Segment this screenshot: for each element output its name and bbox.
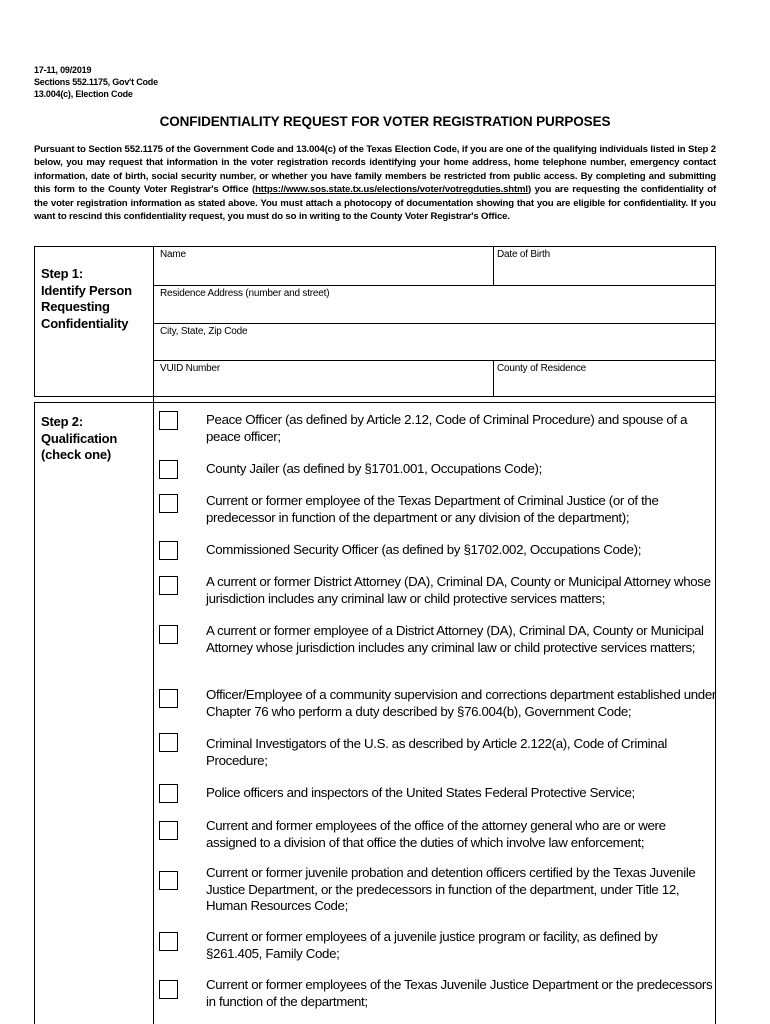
address-field[interactable]: Residence Address (number and street) (160, 288, 330, 299)
intro-text-1: Pursuant to Section 552.1175 of the Government Code and 13.004(c) of the Texas Election Code, if you are one of the qualifying individuals listed in Step 2 below, you may request that information in the voter registration records identifying your home address, home telephone number, emergency contact information, date of birth, social security number, or whether you have family members be restricted from public access. By completing and submitting this form to the County Voter Registrar's Office ( (34, 144, 716, 196)
step2-desc-2: (check one) (41, 447, 112, 462)
step1-label (41, 266, 151, 332)
step1-desc-3: Confidentiality (41, 315, 129, 331)
checkbox-criminal-investigators[interactable] (159, 733, 178, 752)
option-attorney-general-employees: Current and former employees of the office of the attorney general who are or were assigned to a division of that office the duties of which involve law enforcement; (206, 818, 666, 850)
table-bottom-border (34, 396, 716, 397)
step1-desc-2: Requesting (41, 299, 110, 314)
intro-paragraph (34, 143, 716, 223)
checkbox-attorney-general-employees[interactable] (159, 821, 178, 840)
step2-desc-1: Qualification (41, 430, 118, 446)
gov-code-reference: Sections 552.1175, Gov't Code (34, 77, 158, 87)
form-number: 17-11, 09/2019 (34, 65, 92, 75)
checkbox-tjjd-employees[interactable] (159, 980, 178, 999)
option-da-employee: A current or former employee of a District Attorney (DA), Criminal DA, County or Municipal Attorney whose jurisdiction includes any criminal law or child protective services matters; (206, 623, 704, 655)
option-juvenile-justice-program: Current or former employees of a juvenile justice program or facility, as defined by §261.405, Family Code; (206, 929, 658, 961)
checkbox-da-employee[interactable] (159, 625, 178, 644)
election-code-reference: 13.004(c), Election Code (34, 89, 133, 99)
step2-title: Step 2: (41, 414, 83, 429)
checkbox-federal-protective-service[interactable] (159, 784, 178, 803)
checkbox-juvenile-justice-program[interactable] (159, 932, 178, 951)
step1-desc-1: Identify Person (41, 282, 132, 298)
dob-divider (493, 246, 494, 286)
option-security-officer: Commissioned Security Officer (as defined by §1702.002, Occupations Code); (206, 542, 642, 557)
option-community-supervision: Officer/Employee of a community supervision and corrections department established under Chapter 76 who perform a duty described by §76.004(b), Government Code; (206, 687, 716, 719)
option-federal-protective-service: Police officers and inspectors of the United States Federal Protective Service; (206, 785, 635, 800)
checkbox-district-attorney[interactable] (159, 576, 178, 595)
option-tdcj-employee: Current or former employee of the Texas Department of Criminal Justice (or of the predecessor in function of the department or any division of the department); (206, 493, 659, 525)
checkbox-juvenile-probation[interactable] (159, 871, 178, 890)
checkbox-peace-officer[interactable] (159, 411, 178, 430)
checkbox-tdcj-employee[interactable] (159, 494, 178, 513)
step2-label (41, 414, 151, 464)
step-column-divider (153, 246, 154, 1024)
checkbox-community-supervision[interactable] (159, 689, 178, 708)
step1-title: Step 1: (41, 266, 83, 281)
county-field[interactable]: County of Residence (497, 363, 587, 374)
name-field[interactable]: Name (160, 249, 186, 260)
row-divider-2 (153, 323, 716, 324)
vuid-field[interactable]: VUID Number (160, 363, 221, 374)
form-header (34, 64, 158, 100)
option-county-jailer: County Jailer (as defined by §1701.001, Occupations Code); (206, 461, 542, 476)
option-district-attorney: A current or former District Attorney (DA), Criminal DA, County or Municipal Attorney whose jurisdiction includes any criminal law or child protective services matters; (206, 574, 711, 606)
intro-text-2: ) you are requesting the confidentiality of the voter registration information as stated above. You must attach a photocopy of documentation showing that you are eligible for confidentiality. If you want to rescind this confidentiality request, you must do so in writing to the County Voter Registrar's Office. (34, 184, 716, 223)
county-divider (493, 360, 494, 397)
row-divider-1 (153, 285, 716, 286)
checkbox-county-jailer[interactable] (159, 460, 178, 479)
step2-top-border (34, 402, 716, 403)
table-left-border (34, 246, 35, 396)
page-title: CONFIDENTIALITY REQUEST FOR VOTER REGISTRATION PURPOSES (159, 114, 611, 129)
step2-left-border (34, 402, 35, 1024)
city-state-zip-field[interactable]: City, State, Zip Code (160, 326, 248, 337)
option-criminal-investigators: Criminal Investigators of the U.S. as described by Article 2.122(a), Code of Criminal Procedure; (206, 736, 667, 768)
sos-link[interactable]: https://www.sos.state.tx.us/elections/voter/votregduties.shtml (255, 184, 528, 196)
table-top-border (34, 246, 716, 247)
option-tjjd-employees: Current or former employees of the Texas Juvenile Justice Department or the predecessors in function of the department; (206, 977, 713, 1009)
checkbox-security-officer[interactable] (159, 541, 178, 560)
dob-field[interactable]: Date of Birth (497, 249, 550, 260)
option-juvenile-probation: Current or former juvenile probation and detention officers certified by the Texas Juvenile Justice Department, or the predecessors in function of the department, under Title 12, Human Resources Code; (206, 865, 696, 913)
option-peace-officer: Peace Officer (as defined by Article 2.12, Code of Criminal Procedure) and spouse of a peace officer; (206, 412, 688, 444)
row-divider-3 (153, 360, 716, 361)
